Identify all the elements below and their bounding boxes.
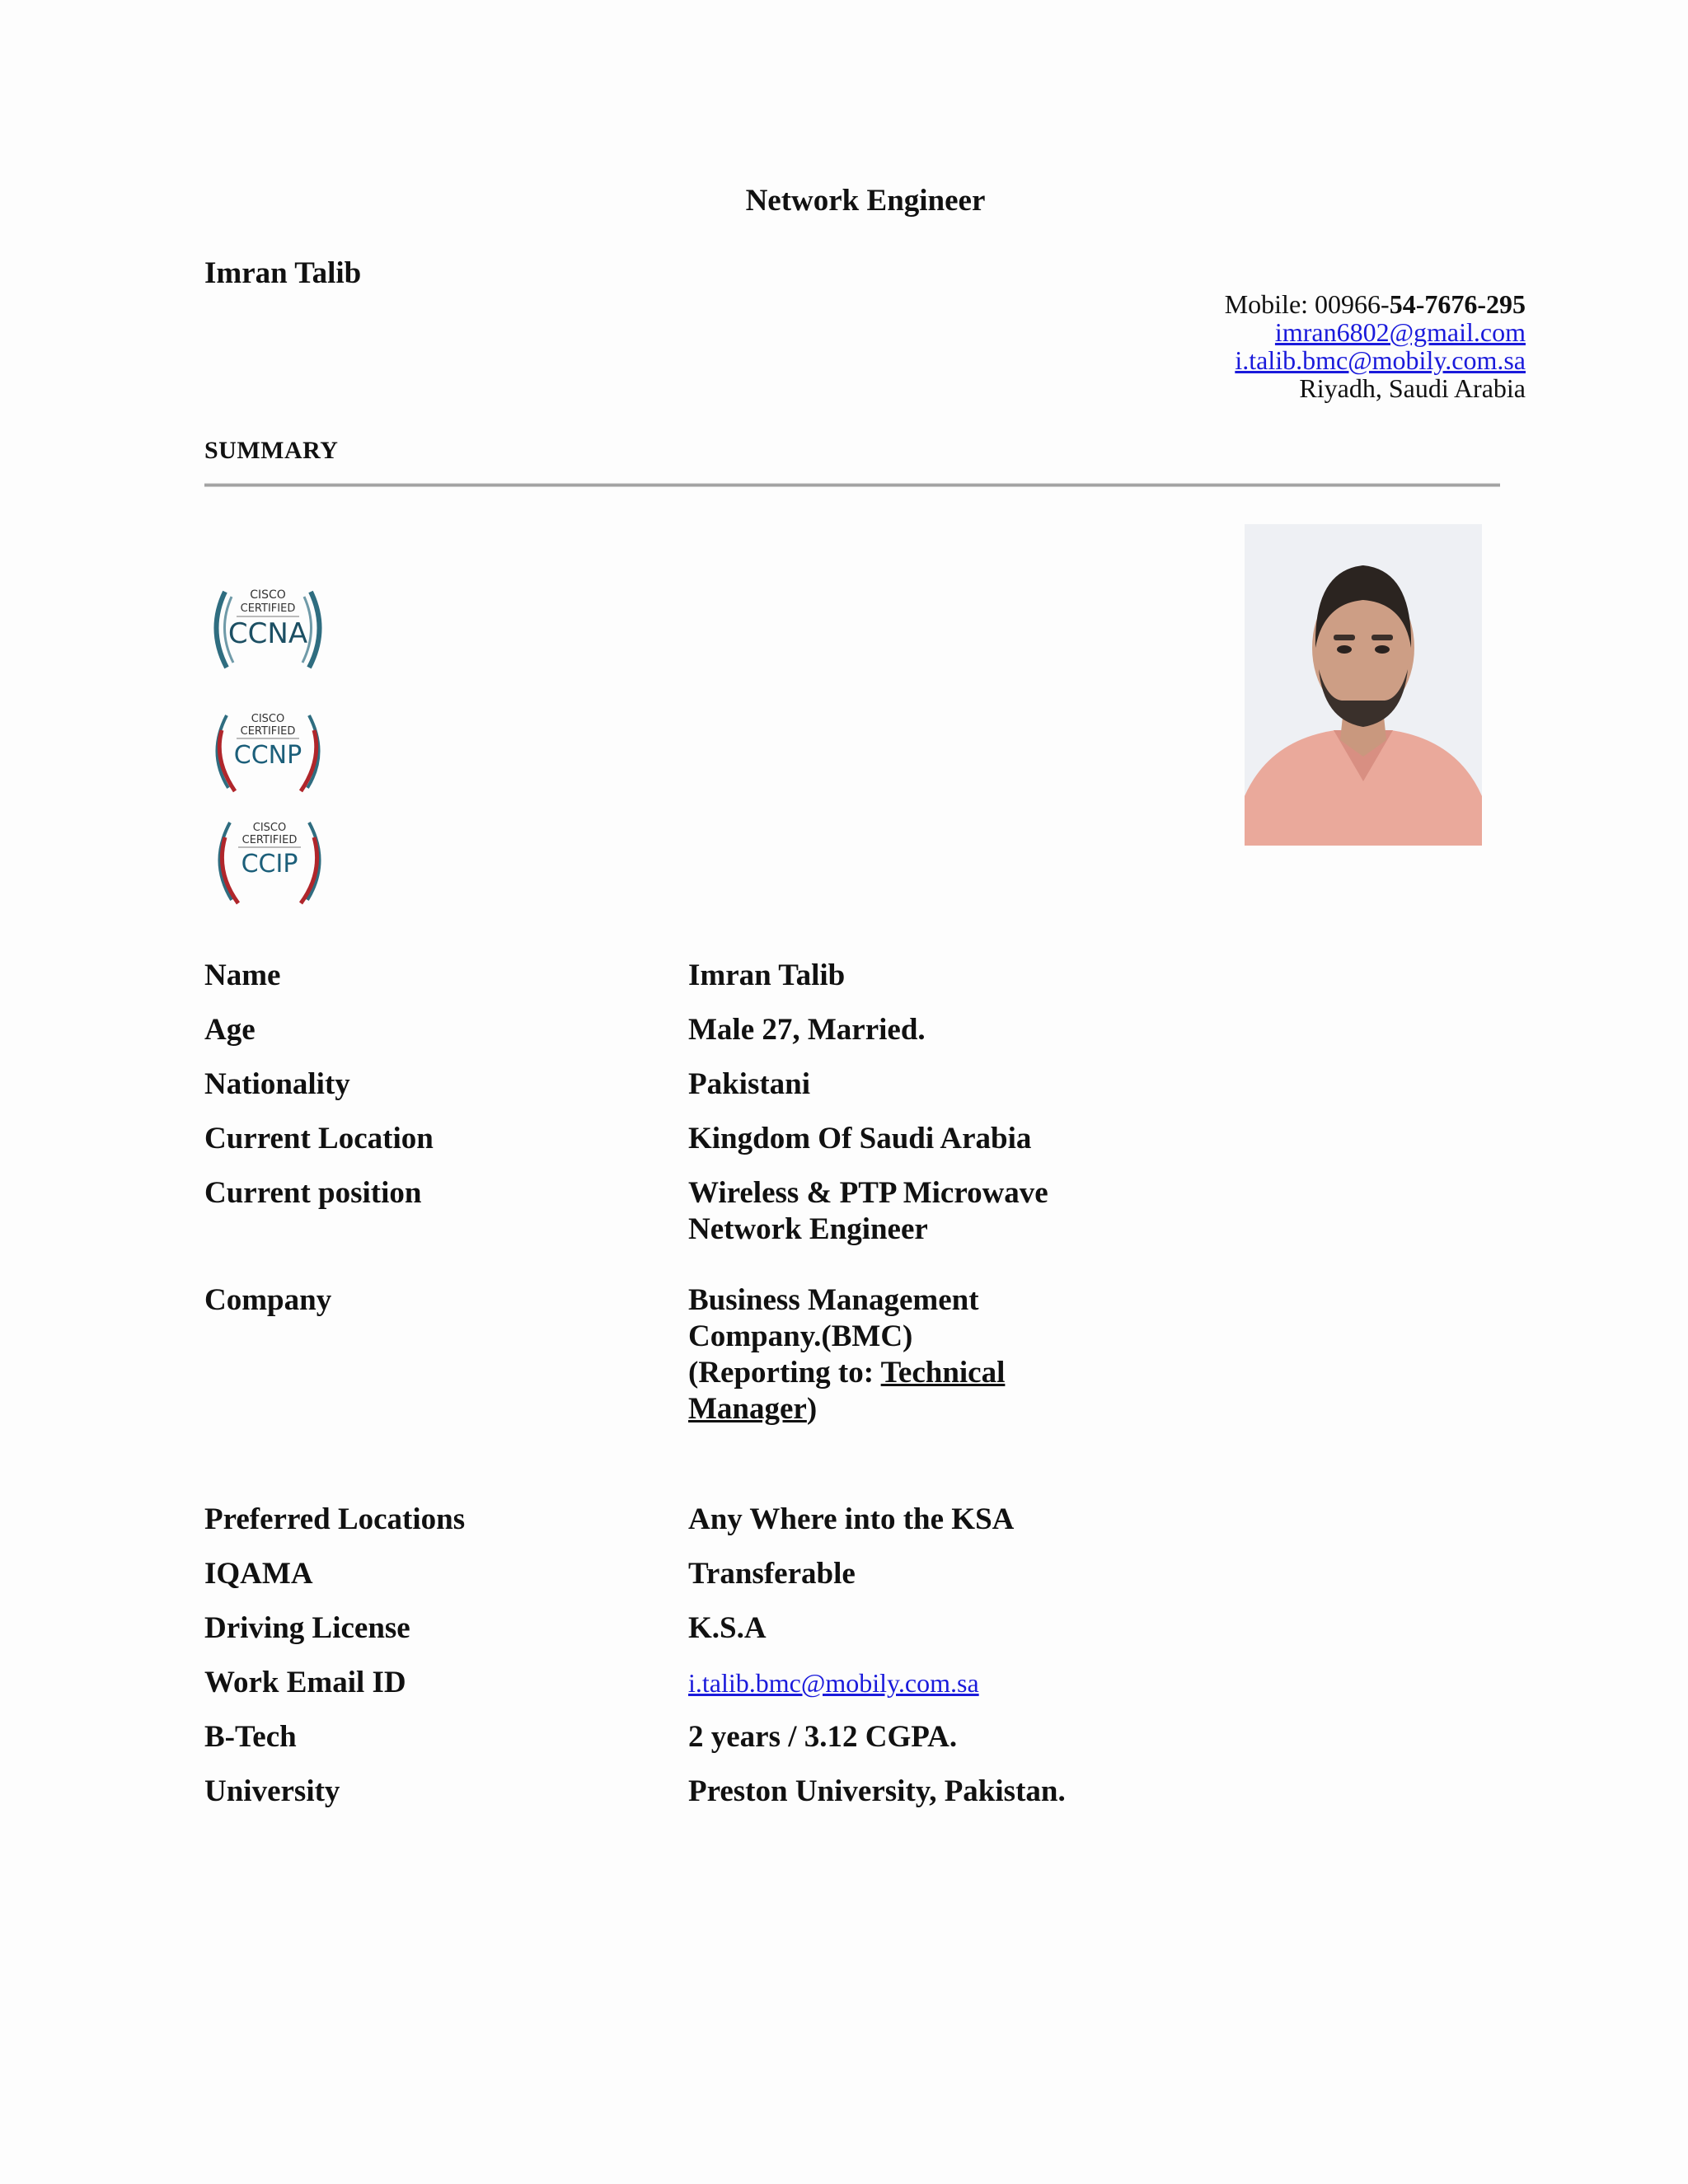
ccip-badge-top: CISCO (252, 822, 287, 834)
detail-row-iqama (204, 1556, 1152, 1610)
position-line-1: Wireless & PTP Microwave (688, 1176, 1048, 1210)
candidate-name: Imran Talib (204, 256, 362, 290)
detail-value (688, 1665, 1100, 1719)
ccip-badge-name: CCIP (241, 850, 298, 879)
detail-label: Nationality (204, 1067, 350, 1101)
ccnp-badge-top: CISCO (251, 713, 285, 725)
detail-row-university (204, 1774, 1152, 1828)
detail-row-age (204, 1012, 1152, 1066)
detail-row-work-email (204, 1665, 1152, 1719)
detail-value: Transferable (688, 1557, 856, 1591)
detail-row-license (204, 1610, 1152, 1665)
contact-block (1225, 290, 1526, 402)
reporting-role-2: Manager (688, 1392, 807, 1426)
reporting-role-1: Technical (880, 1356, 1006, 1390)
detail-row-name (204, 958, 1152, 1012)
detail-value: Pakistani (688, 1067, 811, 1101)
ccna-badge-name: CCNA (227, 617, 308, 650)
detail-value: Preston University, Pakistan. (688, 1774, 1066, 1808)
detail-row-btech (204, 1719, 1152, 1774)
detail-value (688, 1175, 1100, 1282)
reporting-prefix: (Reporting to: (688, 1356, 881, 1390)
work-email-link[interactable]: i.talib.bmc@mobily.com.sa (1235, 345, 1526, 375)
work-email-detail-link[interactable]: i.talib.bmc@mobily.com.sa (688, 1668, 979, 1698)
detail-label: Name (204, 958, 281, 992)
detail-row-preferred (204, 1502, 1152, 1556)
detail-value: K.S.A (688, 1611, 767, 1645)
detail-value: Kingdom Of Saudi Arabia (688, 1122, 1032, 1155)
detail-label: Work Email ID (204, 1666, 406, 1699)
detail-value: Male 27, Married. (688, 1013, 926, 1047)
mobile-line (1225, 290, 1526, 318)
company-line-1: Business Management (688, 1283, 979, 1317)
mobile-prefix: Mobile: 00966- (1224, 289, 1390, 319)
contact-location: Riyadh, Saudi Arabia (1299, 373, 1526, 403)
document-title: Network Engineer (745, 184, 986, 218)
detail-value: Any Where into the KSA (688, 1502, 1015, 1536)
ccnp-badge-middle: CERTIFIED (240, 725, 296, 738)
summary-divider (204, 483, 1500, 487)
detail-value: 2 years / 3.12 CGPA. (688, 1720, 958, 1754)
detail-label: IQAMA (204, 1557, 313, 1591)
detail-label: Company (204, 1283, 332, 1317)
summary-heading: SUMMARY (204, 437, 339, 464)
detail-label: Age (204, 1013, 256, 1047)
ccna-badge-middle: CERTIFIED (240, 602, 296, 615)
detail-label: University (204, 1774, 340, 1808)
detail-label: Current Location (204, 1122, 434, 1155)
personal-email-link[interactable]: imran6802@gmail.com (1274, 317, 1526, 347)
detail-label: B-Tech (204, 1720, 297, 1754)
reporting-line-1 (688, 1355, 1100, 1391)
detail-value: Imran Talib (688, 958, 846, 992)
detail-value (688, 1282, 1100, 1502)
detail-label: Current position (204, 1176, 422, 1210)
detail-row-position (204, 1175, 1152, 1282)
ccna-badge-icon (202, 577, 334, 682)
reporting-suffix: ) (806, 1392, 818, 1426)
ccip-badge-middle: CERTIFIED (241, 834, 298, 846)
ccip-badge-icon (202, 814, 334, 920)
detail-label: Preferred Locations (204, 1502, 466, 1536)
reporting-line-2 (688, 1391, 1100, 1427)
position-line-2: Network Engineer (688, 1212, 928, 1246)
profile-photo (1245, 524, 1482, 846)
ccnp-badge-name: CCNP (233, 741, 302, 770)
ccna-badge-top: CISCO (250, 588, 286, 602)
ccnp-badge-icon (202, 705, 334, 811)
personal-details (204, 958, 1152, 1828)
company-line-2: Company.(BMC) (688, 1319, 913, 1353)
detail-label: Driving License (204, 1611, 410, 1645)
detail-row-location (204, 1121, 1152, 1175)
mobile-number: 54-7676-295 (1389, 289, 1526, 319)
detail-row-company (204, 1282, 1152, 1502)
detail-row-nationality (204, 1066, 1152, 1121)
